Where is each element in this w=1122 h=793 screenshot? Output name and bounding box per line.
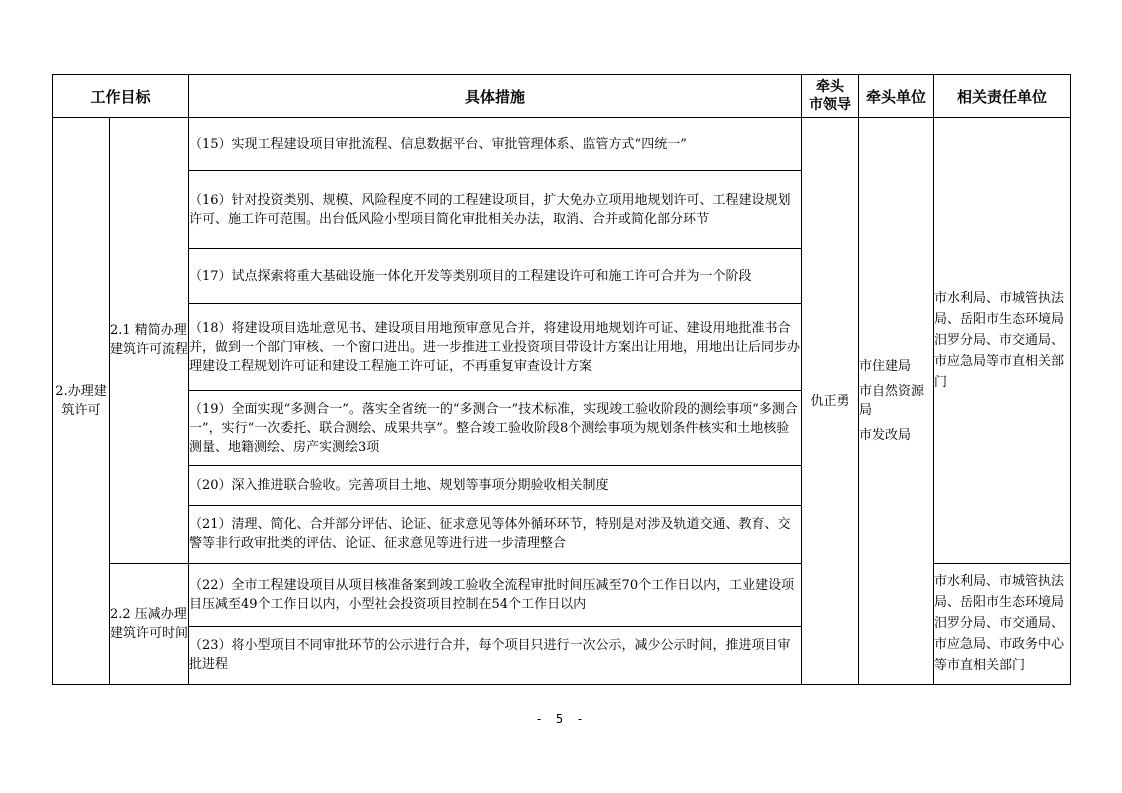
responsible-cell-1: 市水利局、市城管执法局、岳阳市生态环境局汨罗分局、市交通局、市应急局等市直相关部门	[934, 118, 1071, 564]
responsible-cell-2: 市水利局、市城管执法局、岳阳市生态环境局汨罗分局、市交通局、市应急局、市政务中心等市直相关部门	[934, 563, 1071, 684]
goal-cell: 2.办理建筑许可	[53, 118, 110, 685]
page-number: - 5 -	[535, 712, 587, 726]
lead-unit-item: 市住建局	[859, 359, 912, 375]
header-goal: 工作目标	[53, 75, 189, 118]
leader-cell: 仇正勇	[802, 118, 859, 685]
measure-15: （15）实现工程建设项目审批流程、信息数据平台、审批管理体系、监管方式“四统一”	[189, 118, 802, 171]
lead-unit-item: 市发改局	[859, 428, 912, 444]
measure-23: （23）将小型项目不同审批环节的公示进行合并，每个项目只进行一次公示，减少公示时间，推进项目审批进程	[189, 626, 802, 684]
measure-22: （22）全市工程建设项目从项目核准备案到竣工验收全流程审批时间压减至70个工作日以内，工业建设项目压减至49个工作日以内，小型社会投资项目控制在54个工作日以内	[189, 563, 802, 626]
measure-16: （16）针对投资类别、规模、风险程度不同的工程建设项目，扩大免办立项用地规划许可、工程建设规划许可、施工许可范围。出台低风险小型项目简化审批相关办法，取消、合并或简化部分环节	[189, 171, 802, 249]
subgoal-2-1: 2.1 精简办理建筑许可流程	[110, 118, 189, 564]
measure-19: （19）全面实现“多测合一”。落实全省统一的“多测合一”技术标准，实现竣工验收阶段的测绘事项“多测合一”，实行“一次委托、联合测绘、成果共享”。整合竣工验收阶段8个测绘事项为规划条件核实和土地核验测量、地籍测绘、房产实测绘3项	[189, 391, 802, 465]
measure-18: （18）将建设项目选址意见书、建设项目用地预审意见合并，将建设用地规划许可证、建设用地批准书合并，做到一个部门审核、一个窗口进出。进一步推进工业投资项目带设计方案出让用地，用地出让后同步办理建设工程规划许可证和建设工程施工许可证，不再重复审查设计方案	[189, 304, 802, 391]
table-row	[53, 118, 1071, 171]
header-measures: 具体措施	[189, 75, 802, 118]
lead-unit-cell	[859, 118, 934, 685]
measures-table	[52, 74, 1071, 685]
lead-unit-item: 市自然资源局	[859, 384, 925, 419]
measure-20: （20）深入推进联合验收。完善项目土地、规划等事项分期验收相关制度	[189, 465, 802, 505]
header-leader: 牵头 市领导	[802, 75, 859, 118]
header-row	[53, 75, 1071, 118]
subgoal-2-2: 2.2 压减办理建筑许可时间	[110, 563, 189, 684]
measure-21: （21）清理、简化、合并部分评估、论证、征求意见等体外循环环节，特别是对涉及轨道交通、教育、交警等非行政审批类的评估、论证、征求意见等进行进一步清理整合	[189, 505, 802, 563]
measure-17: （17）试点探索将重大基础设施一体化开发等类别项目的工程建设许可和施工许可合并为一个阶段	[189, 249, 802, 304]
header-lead-unit: 牵头单位	[859, 75, 934, 118]
header-responsible: 相关责任单位	[934, 75, 1071, 118]
